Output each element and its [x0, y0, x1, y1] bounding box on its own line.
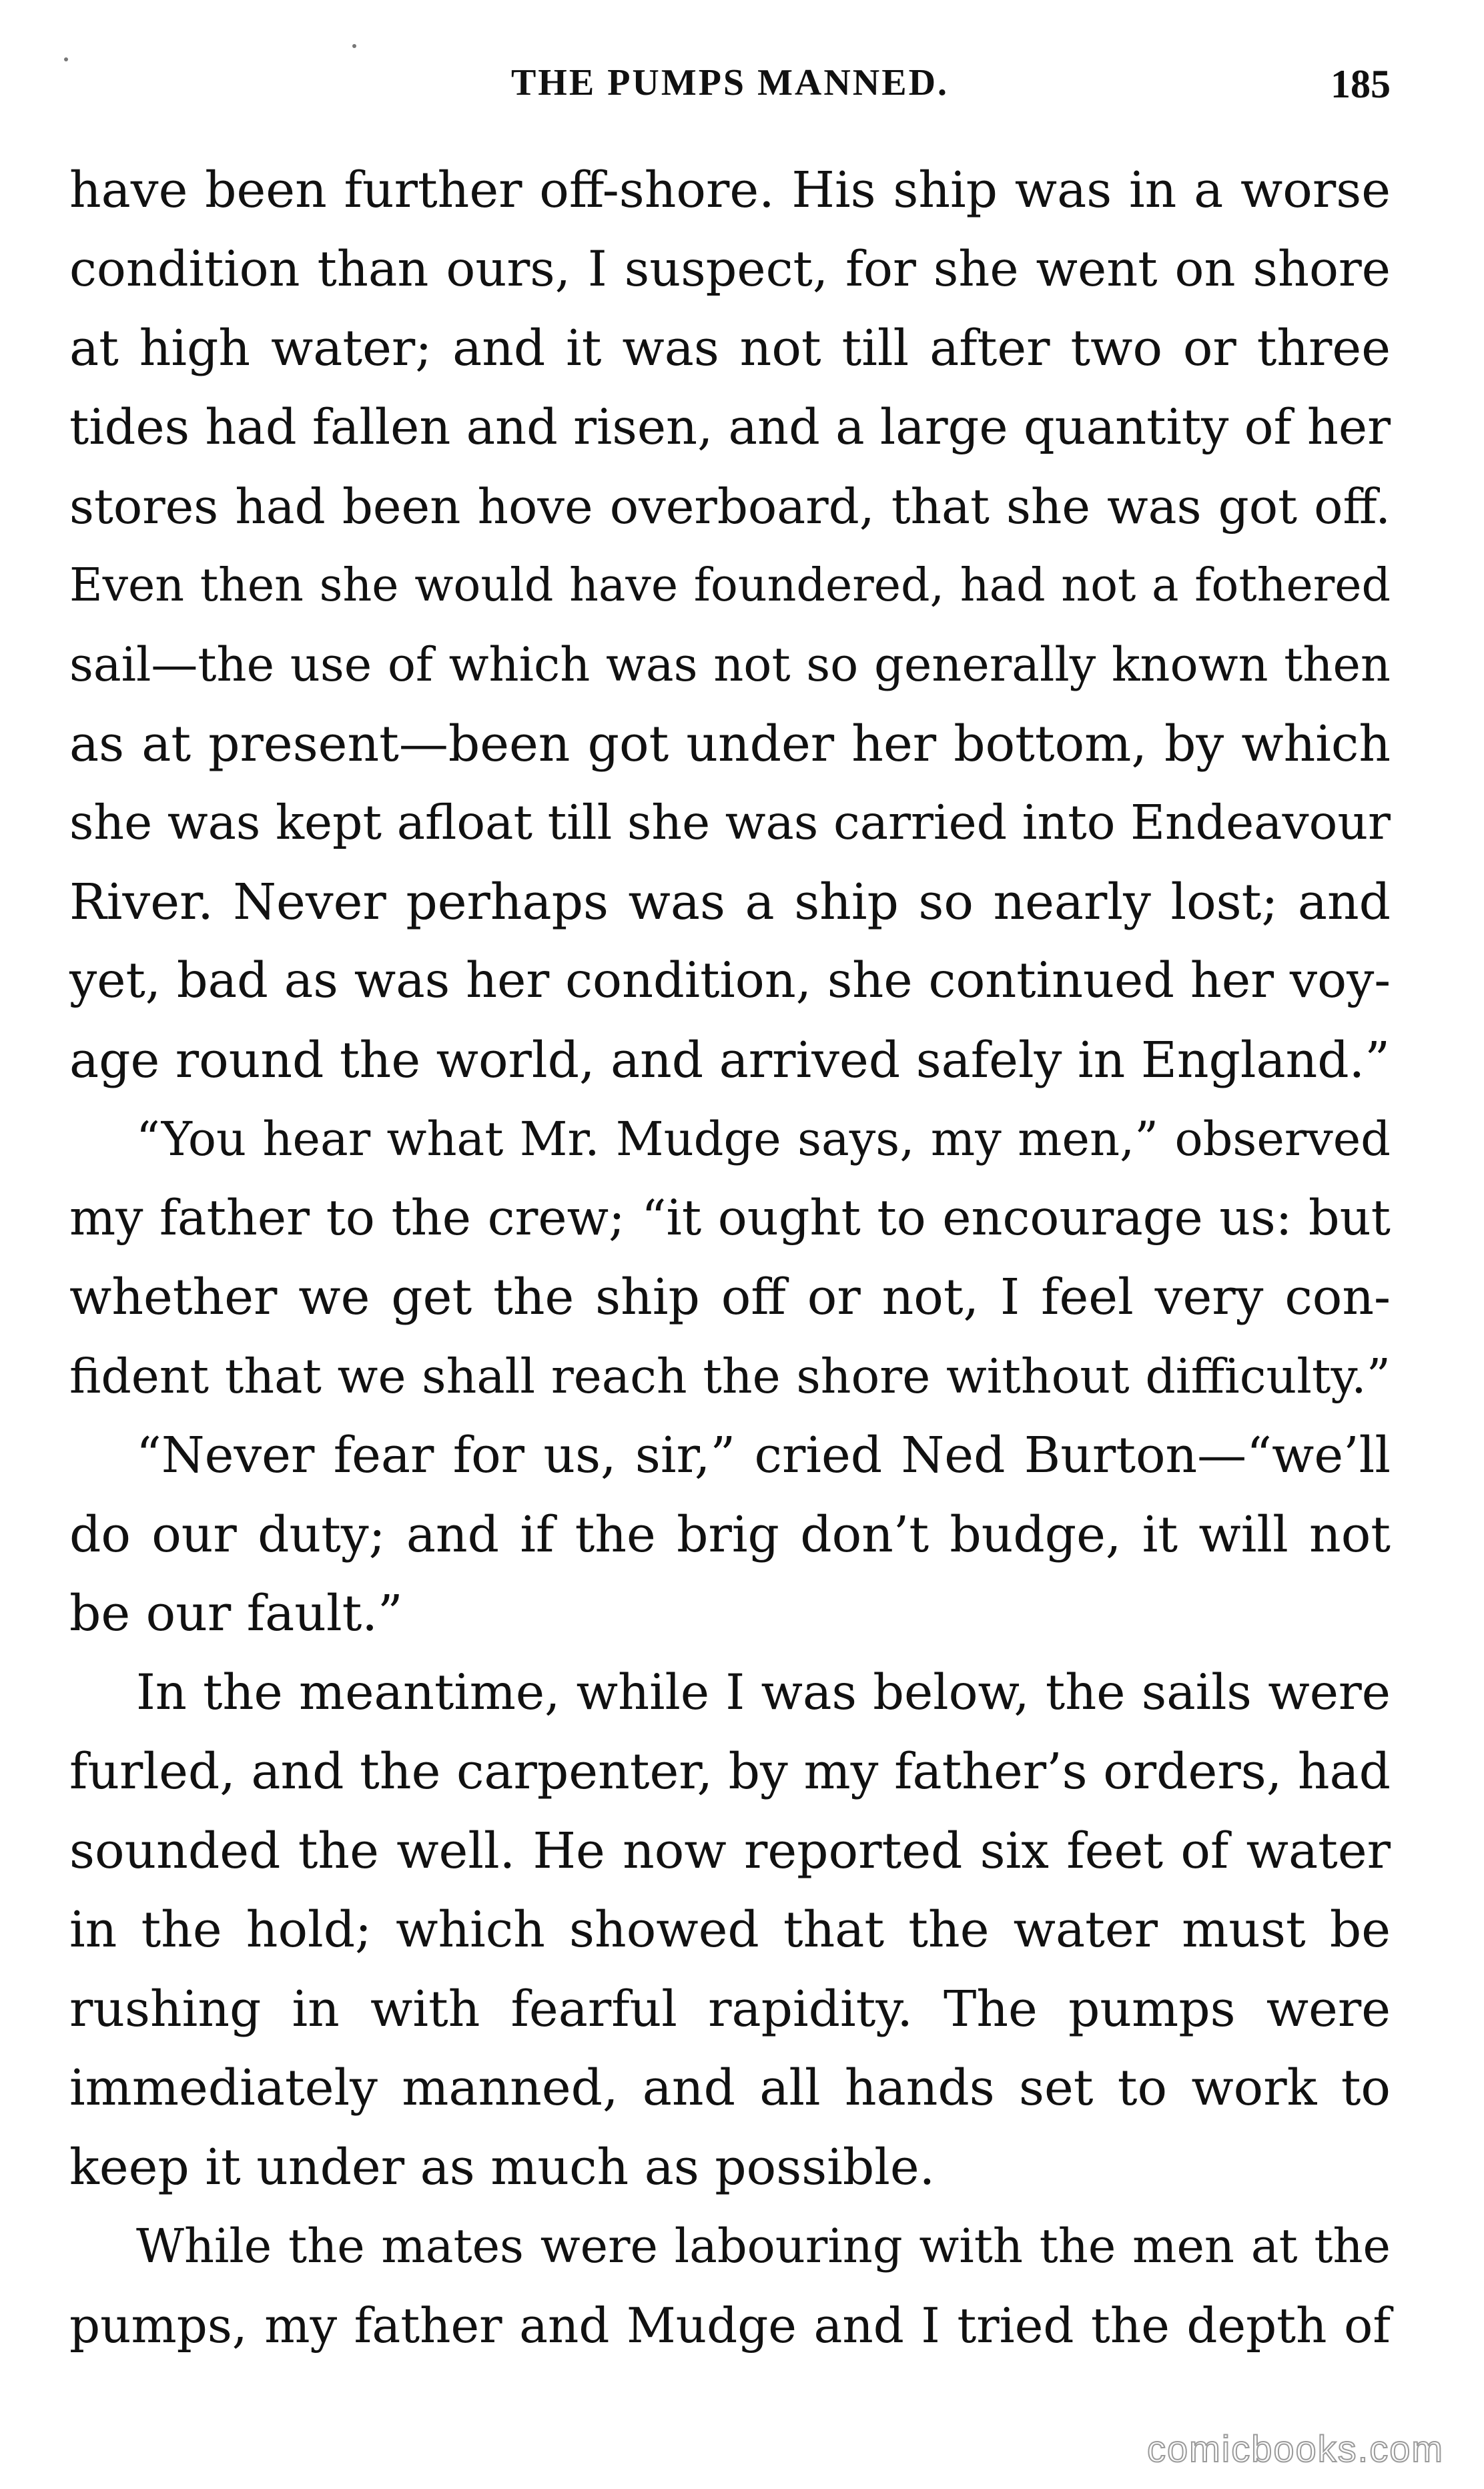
- text-line: While the mates were labouring with the men at the: [136, 2219, 1391, 2273]
- text-line: whether we get the ship off or not, I feel very con-: [69, 1269, 1391, 1326]
- text-line: yet, bad as was her condition, she continued her voy-: [69, 952, 1391, 1009]
- print-speck: [352, 44, 356, 48]
- text-line: immediately manned, and all hands set to work to: [69, 2059, 1391, 2117]
- text-line: In the meantime, while I was below, the sails were: [136, 1664, 1391, 1721]
- text-line: keep it under as much as possible.: [69, 2138, 936, 2196]
- text-line: do our duty; and if the brig don’t budge, it will not: [69, 1505, 1391, 1563]
- text-line: sail—the use of which was not so generally known then: [69, 637, 1391, 692]
- text-line: “You hear what Mr. Mudge says, my men,” observed: [136, 1112, 1391, 1166]
- body-text: [69, 151, 1391, 2365]
- header-title: THE PUMPS MANNED.: [510, 62, 950, 103]
- text-line: pumps, my father and Mudge and I tried the depth of: [69, 2297, 1391, 2354]
- print-speck: [64, 57, 68, 61]
- text-line: fident that we shall reach the shore without difficulty.”: [69, 1348, 1391, 1404]
- text-line: condition than ours, I suspect, for she went on shore: [69, 240, 1391, 298]
- text-line: as at present—been got under her bottom, by which: [69, 715, 1391, 773]
- text-line: she was kept afloat till she was carried into Endeavour: [69, 795, 1391, 850]
- running-header: [69, 61, 1391, 108]
- text-line: be our fault.”: [69, 1585, 403, 1642]
- text-line: in the hold; which showed that the water must be: [69, 1901, 1391, 1959]
- text-line: rushing in with fearful rapidity. The pumps were: [69, 1980, 1391, 2038]
- text-line: “Never fear for us, sir,” cried Ned Burton—“we’ll: [136, 1427, 1391, 1484]
- text-line: Even then she would have foundered, had not a fothered: [69, 559, 1391, 612]
- text-line: have been further off-shore. His ship was in a worse: [69, 161, 1391, 219]
- text-line: tides had fallen and risen, and a large quantity of her: [69, 398, 1391, 456]
- text-line: River. Never perhaps was a ship so nearly lost; and: [69, 873, 1391, 931]
- text-line: age round the world, and arrived safely in England.”: [69, 1031, 1391, 1089]
- text-line: my father to the crew; “it ought to encourage us: but: [69, 1189, 1391, 1247]
- text-line: at high water; and it was not till after two or three: [69, 320, 1391, 377]
- watermark: comicbooks.com: [1146, 2428, 1444, 2470]
- text-line: furled, and the carpenter, by my father’s orders, had: [69, 1743, 1391, 1800]
- text-line: stores had been hove overboard, that she was got off.: [69, 478, 1391, 535]
- text-line: sounded the well. He now reported six feet of water: [69, 1822, 1391, 1880]
- page-number: 185: [1331, 62, 1391, 106]
